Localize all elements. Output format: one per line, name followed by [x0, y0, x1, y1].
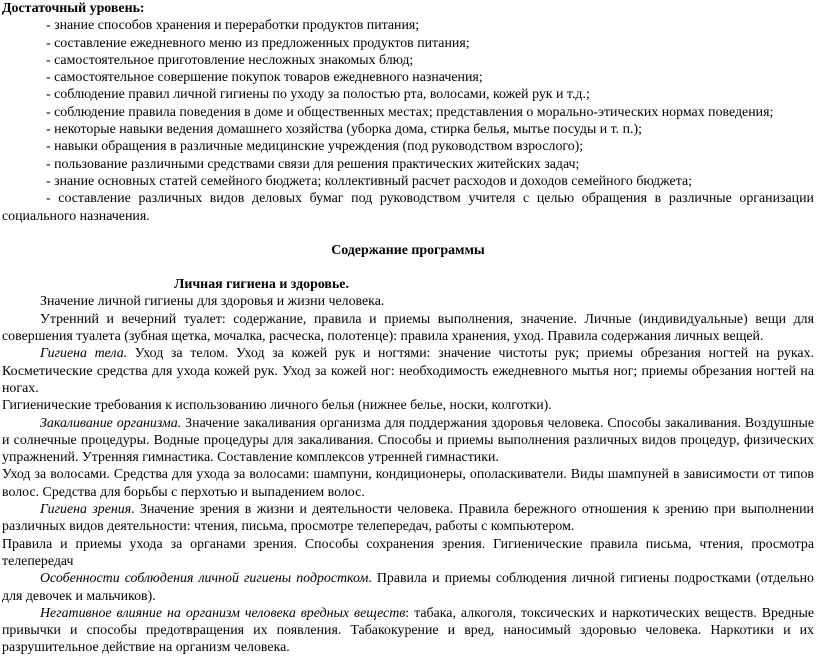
emphasis: Особенности соблюдения личной гигиены подростком — [40, 571, 369, 587]
paragraph: Значение личной гигиены для здоровья и жизни человека. — [40, 294, 385, 310]
list-item: - самостоятельное приготовление несложных знакомых блюд; — [46, 52, 414, 68]
topic-title: Личная гигиена и здоровье. — [174, 277, 349, 293]
list-item: - некоторые навыки ведения домашнего хозяйства (уборка дома, стирка белья, мытье посуды и т. п.); — [46, 122, 643, 138]
emphasis: Гигиена тела. — [40, 346, 128, 362]
paragraph: Утренний и вечерний туалет: содержание, правила и приемы выполнения, значение. Личные (индивидуальные) вещи для совершения туалета (зубная щетка, мочалка, расческа, полотенце): правила хранения, уход. Правила содержания личных вещей. — [2, 311, 814, 345]
paragraph: Особенности соблюдения личной гигиены подростком. Правила и приемы соблюдения личной гигиены подростками (отдельно для девочек и мальчиков). — [2, 571, 814, 604]
list-item: - соблюдение правил личной гигиены по уходу за полостью рта, волосами, кожей рук и т.д.; — [46, 87, 590, 103]
list-item: - соблюдение правила поведения в доме и общественных местах; представления о морально-этических нормах поведения; — [46, 104, 774, 120]
emphasis: Гигиена зрения — [40, 502, 132, 518]
paragraph: Гигиена зрения. Значение зрения в жизни и деятельности человека. Правила бережного отношения к зрению при выполнении различных видов деятельности: чтения, письма, просмотре телепередач, работы с компьютером. — [2, 502, 814, 535]
paragraph: Негативное влияние на организм человека вредных веществ: табака, алкоголя, токсических и наркотических веществ. Вредные привычки и способы предотвращения их появления. Табакокурение и вред, наносимый здоровью человека. Наркотики и их разрушительное действие на организм человека. — [2, 605, 814, 656]
list-item: - знание способов хранения и переработки продуктов питания; — [46, 18, 420, 34]
list-item: - пользование различными средствами связи для решения практических житейских задач; — [46, 156, 580, 172]
list-item: - составление различных видов деловых бумаг под руководством учителя с целью обращения в различные организации социального назначения. — [2, 191, 814, 224]
emphasis: Негативное влияние на организм человека вредных веществ — [40, 605, 406, 621]
paragraph: Уход за волосами. Средства для ухода за волосами: шампуни, кондиционеры, ополаскиватели. Виды шампуней в зависимости от типов волос. Средства для борьбы с перхотью и выпадением волос. — [2, 467, 814, 500]
paragraph: Закаливание организма. Значение закаливания организма для поддержания здоровья человека. Способы закаливания. Воздушные и солнечные процедуры. Водные процедуры для закаливания. Способы и приемы выполнения различных видов процедур, физических упражнений. Утренняя гимнастика. Составление комплексов утренней гимнастики. — [2, 415, 814, 466]
paragraph: Правила и приемы ухода за органами зрения. Способы сохранения зрения. Гигиенические правила письма, чтения, просмотра телепередач — [2, 536, 814, 569]
section-heading: Достаточный уровень: — [2, 1, 145, 16]
paragraph: Гигиенические требования к использованию личного белья (нижнее белье, носки, колготки). — [2, 398, 552, 414]
emphasis: Закаливание организма. — [40, 415, 182, 431]
list-item: - составление ежедневного меню из предложенных продуктов питания; — [46, 35, 470, 51]
list-item: - самостоятельное совершение покупок товаров ежедневного назначения; — [46, 70, 483, 86]
program-title: Содержание программы — [331, 242, 485, 258]
paragraph: Гигиена тела. Уход за телом. Уход за кожей рук и ногтями: значение чистоты рук; приемы обрезания ногтей на руках. Косметические средства для ухода кожей рук. Уход за кожей ног: необходимость ежедневного мытья ног; приемы обрезания ногтей на ногах. — [2, 346, 814, 396]
list-item: - знание основных статей семейного бюджета; коллективный расчет расходов и доходов семейного бюджета; — [46, 173, 692, 189]
list-item: - навыки обращения в различные медицинские учреждения (под руководством взрослого); — [46, 139, 584, 155]
